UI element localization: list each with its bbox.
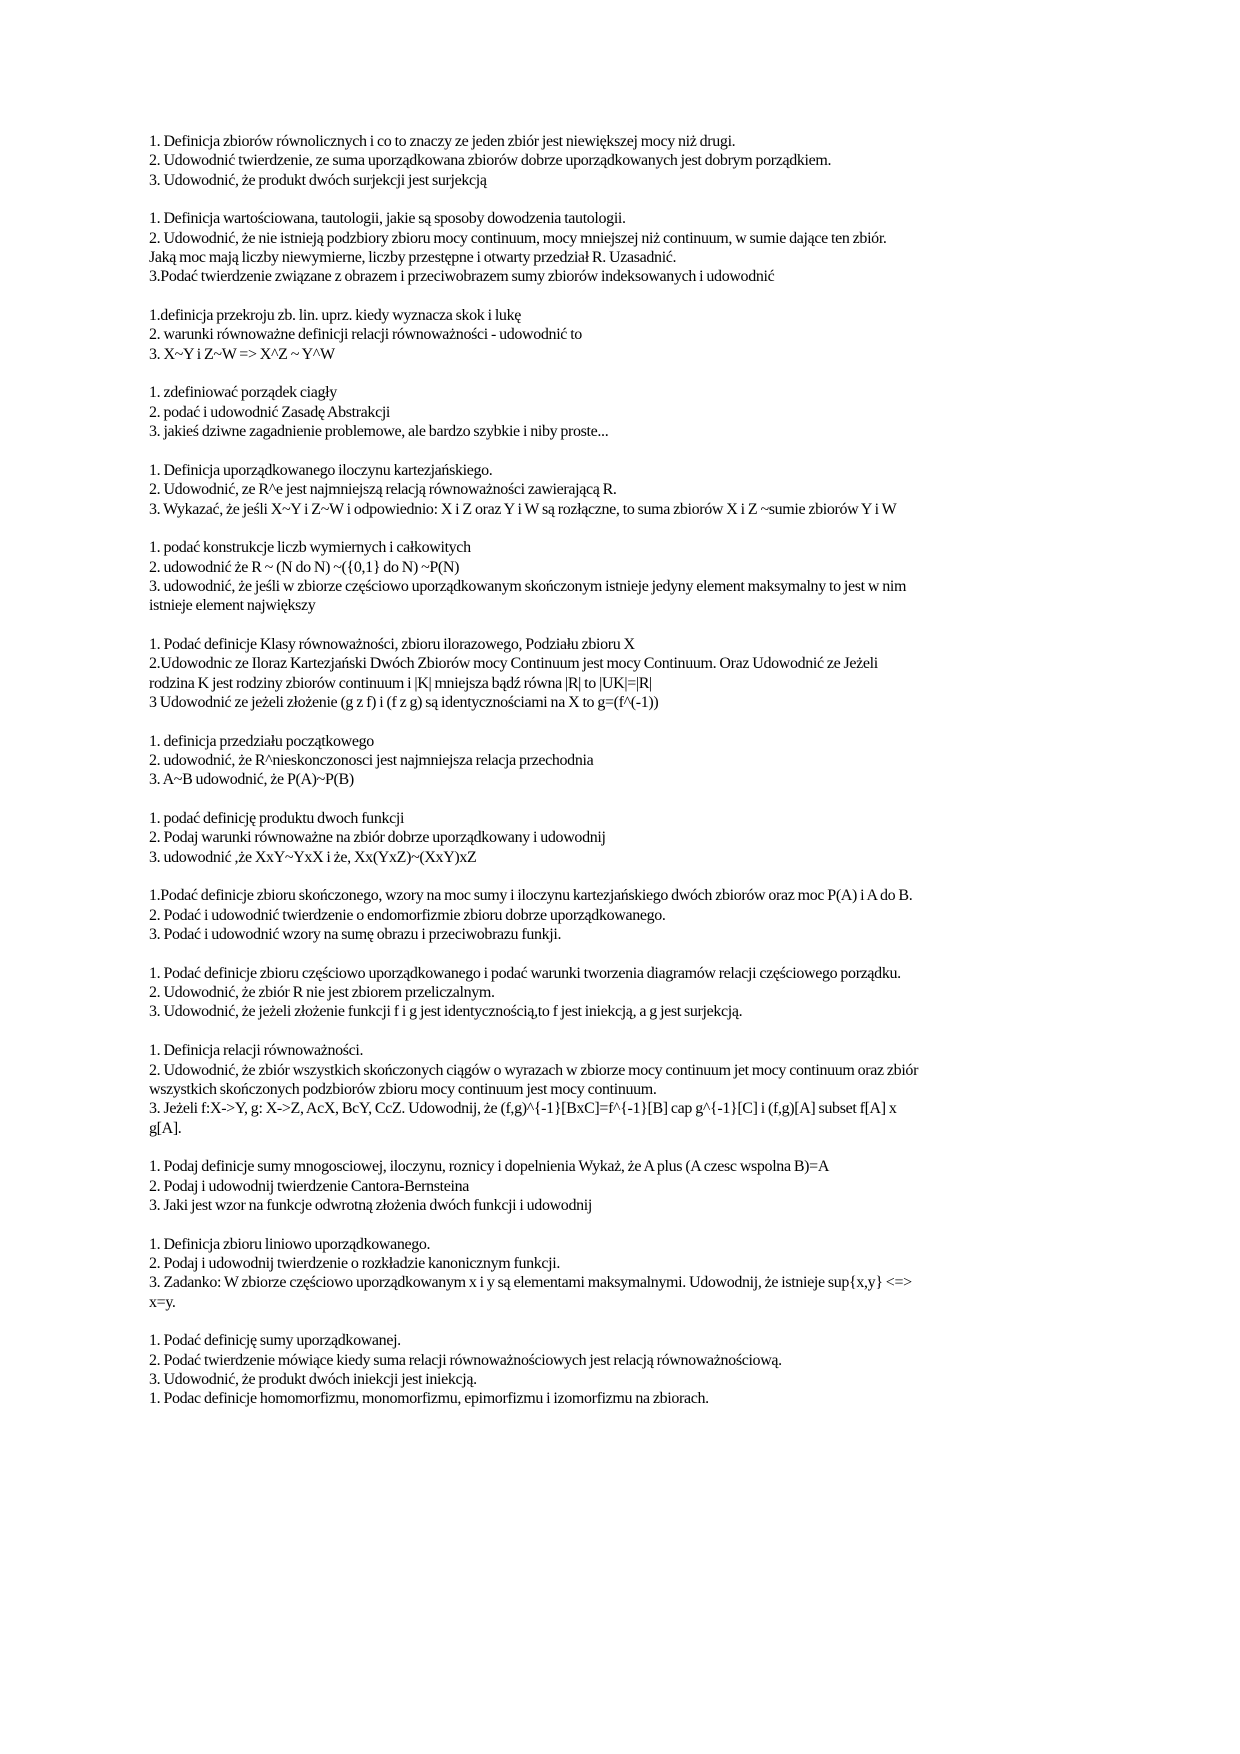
text-line: 3. udowodnić, że jeśli w zbiorze częściowo uporządkowanym skończonym istnieje jedyny element maksymalny to jest w nim [149, 577, 907, 595]
text-line: 3. jakieś dziwne zagadnienie problemowe, ale bardzo szybkie i niby proste... [149, 423, 609, 441]
question-set-10 [149, 886, 1109, 944]
text-line: 2. podać i udowodnić Zasadę Abstrakcji [149, 403, 391, 421]
text-line: 2. udowodnić że R ~ (N do N) ~({0,1} do N) ~P(N) [149, 558, 460, 576]
text-line: 3. Jeżeli f:X->Y, g: X->Z, AcX, BcY, CcZ. Udowodnij, że (f,g)^{-1}[BxC]=f^{-1}[B] cap g^{-1}[C] i (f,g)[A] subset f[A] x [149, 1100, 897, 1118]
text-line: 1. Podaj definicje sumy mnogosciowej, iloczynu, roznicy i dopelnienia Wykaż, że A plus (A czesc wspolna B)=A [149, 1158, 830, 1176]
text-line: 1. Podac definicje homomorfizmu, monomorfizmu, epimorfizmu i izomorfizmu na zbiorach. [149, 1390, 709, 1408]
document-page [149, 132, 1109, 1409]
text-line: 1.Podać definicje zbioru skończonego, wzory na moc sumy i iloczynu kartezjańskiego dwóch zbiorów oraz moc P(A) i A do B. [149, 887, 913, 905]
text-line: 2. Podać i udowodnić twierdzenie o endomorfizmie zbioru dobrze uporządkowanego. [149, 906, 666, 924]
text-line: 1. definicja przedziału początkowego [149, 732, 374, 750]
text-line: 1. Definicja zbioru liniowo uporządkowanego. [149, 1235, 431, 1253]
text-line: 1. podać definicję produktu dwoch funkcji [149, 810, 405, 828]
question-set-4 [149, 383, 1109, 441]
text-line: 3. Udowodnić, że produkt dwóch surjekcji jest surjekcją [149, 171, 487, 189]
text-line: 3. Jaki jest wzor na funkcje odwrotną złożenia dwóch funkcji i udowodnij [149, 1196, 592, 1214]
question-set-14 [149, 1235, 1109, 1312]
text-line: 2. udowodnić, że R^nieskonczonosci jest najmniejsza relacja przechodnia [149, 752, 594, 769]
text-line: 1. Podać definicje Klasy równoważności, zbioru ilorazowego, Podziału zbioru X [149, 635, 635, 653]
question-set-1 [149, 132, 1109, 190]
text-line: 2. Udowodnić, że zbiór wszystkich skończonych ciągów o wyrazach w zbiorze mocy continuum jet mocy continuum oraz zbiór [149, 1061, 919, 1079]
text-line: 1. Podać definicję sumy uporządkowanej. [149, 1332, 401, 1350]
question-set-5 [149, 461, 1109, 519]
text-line: 1. Definicja uporządkowanego iloczynu kartezjańskiego. [149, 461, 493, 479]
text-line: 3. Zadanko: W zbiorze częściowo uporządkowanym x i y są elementami maksymalnymi. Udowodnij, że istnieje sup{x,y} <=> [149, 1274, 912, 1292]
text-line: 3. udowodnić ,że XxY~YxX i że, Xx(YxZ)~(XxY)xZ [149, 848, 477, 866]
question-set-9 [149, 809, 1109, 867]
question-set-6 [149, 538, 1109, 615]
text-line: 2. Podaj i udowodnij twierdzenie Cantora-Bernsteina [149, 1177, 470, 1195]
text-line: 3.Podać twierdzenie związane z obrazem i przeciwobrazem sumy zbiorów indeksowanych i udowodnić [149, 268, 775, 286]
text-line: istnieje element największy [149, 597, 316, 615]
text-line: 3. Udowodnić, że jeżeli złożenie funkcji f i g jest identycznością,to f jest iniekcją, a g jest surjekcją. [149, 1003, 743, 1021]
question-set-11 [149, 964, 1109, 1022]
text-line: 1. podać konstrukcje liczb wymiernych i całkowitych [149, 539, 471, 557]
text-line: 1. Definicja zbiorów równolicznych i co to znaczy ze jeden zbiór jest niewiększej mocy niż drugi. [149, 133, 736, 150]
text-line: 1. Podać definicje zbioru częściowo uporządkowanego i podać warunki tworzenia diagramów relacji częściowego porządku. [149, 964, 901, 982]
text-line: 2.Udowodnic ze Iloraz Kartezjański Dwóch Zbiorów mocy Continuum jest mocy Continuum. Oraz Udowodnić ze Jeżeli [149, 655, 878, 673]
text-line: 2. Podaj i udowodnij twierdzenie o rozkładzie kanonicznym funkcji. [149, 1254, 561, 1272]
question-set-13 [149, 1157, 1109, 1215]
question-set-3 [149, 306, 1109, 364]
text-line: x=y. [149, 1293, 176, 1311]
text-line: 2. Udowodnić, że zbiór R nie jest zbiorem przeliczalnym. [149, 984, 495, 1002]
text-line: 1. zdefiniować porządek ciagły [149, 384, 337, 402]
text-line: 2. Podać twierdzenie mówiące kiedy suma relacji równoważnościowych jest relacją równoważnościową. [149, 1351, 782, 1369]
text-line: 1.definicja przekroju zb. lin. uprz. kiedy wyznacza skok i lukę [149, 307, 521, 325]
text-line: 3 Udowodnić ze jeżeli złożenie (g z f) i (f z g) są identycznościami na X to g=(f^(-1)) [149, 693, 659, 711]
text-line: 2. warunki równoważne definicji relacji równoważności - udowodnić to [149, 326, 582, 344]
text-line: 2. Udowodnić twierdzenie, ze suma uporządkowana zbiorów dobrze uporządkowanych jest dobrym porządkiem. [149, 152, 832, 170]
text-line: 3. Podać i udowodnić wzory na sumę obrazu i przeciwobrazu funkji. [149, 926, 562, 944]
text-line: 3. Udowodnić, że produkt dwóch iniekcji jest iniekcją. [149, 1371, 477, 1388]
text-line: wszystkich skończonych podzbiorów zbioru mocy continuum jest mocy continuum. [149, 1080, 657, 1098]
text-line: 2. Udowodnić, ze R^e jest najmniejszą relacją równoważności zawierającą R. [149, 481, 617, 499]
text-line: Jaką moc mają liczby niewymierne, liczby przestępne i otwarty przedział R. Uzasadnić. [149, 249, 677, 267]
text-line: 3. X~Y i Z~W => X^Z ~ Y^W [149, 345, 335, 363]
question-set-12 [149, 1041, 1109, 1138]
text-line: rodzina K jest rodziny zbiorów continuum i |K| mniejsza bądź równa |R| to |UK|=|R| [149, 674, 652, 692]
text-line: 2. Udowodnić, że nie istnieją podzbiory zbioru mocy continuum, mocy mniejszej niż continuum, w sumie dające ten zbiór. [149, 229, 887, 247]
text-line: 1. Definicja wartościowana, tautologii, jakie są sposoby dowodzenia tautologii. [149, 210, 626, 228]
question-set-7 [149, 635, 1109, 712]
text-line: 1. Definicja relacji równoważności. [149, 1042, 364, 1060]
text-line: 3. A~B udowodnić, że P(A)~P(B) [149, 771, 354, 789]
question-set-8 [149, 732, 1109, 790]
question-set-15 [149, 1331, 1109, 1408]
text-line: 3. Wykazać, że jeśli X~Y i Z~W i odpowiednio: X i Z oraz Y i W są rozłączne, to suma zbiorów X i Z ~sumie zbiorów Y i W [149, 500, 897, 518]
question-set-2 [149, 209, 1109, 286]
text-line: 2. Podaj warunki równoważne na zbiór dobrze uporządkowany i udowodnij [149, 829, 606, 847]
text-line: g[A]. [149, 1119, 182, 1137]
